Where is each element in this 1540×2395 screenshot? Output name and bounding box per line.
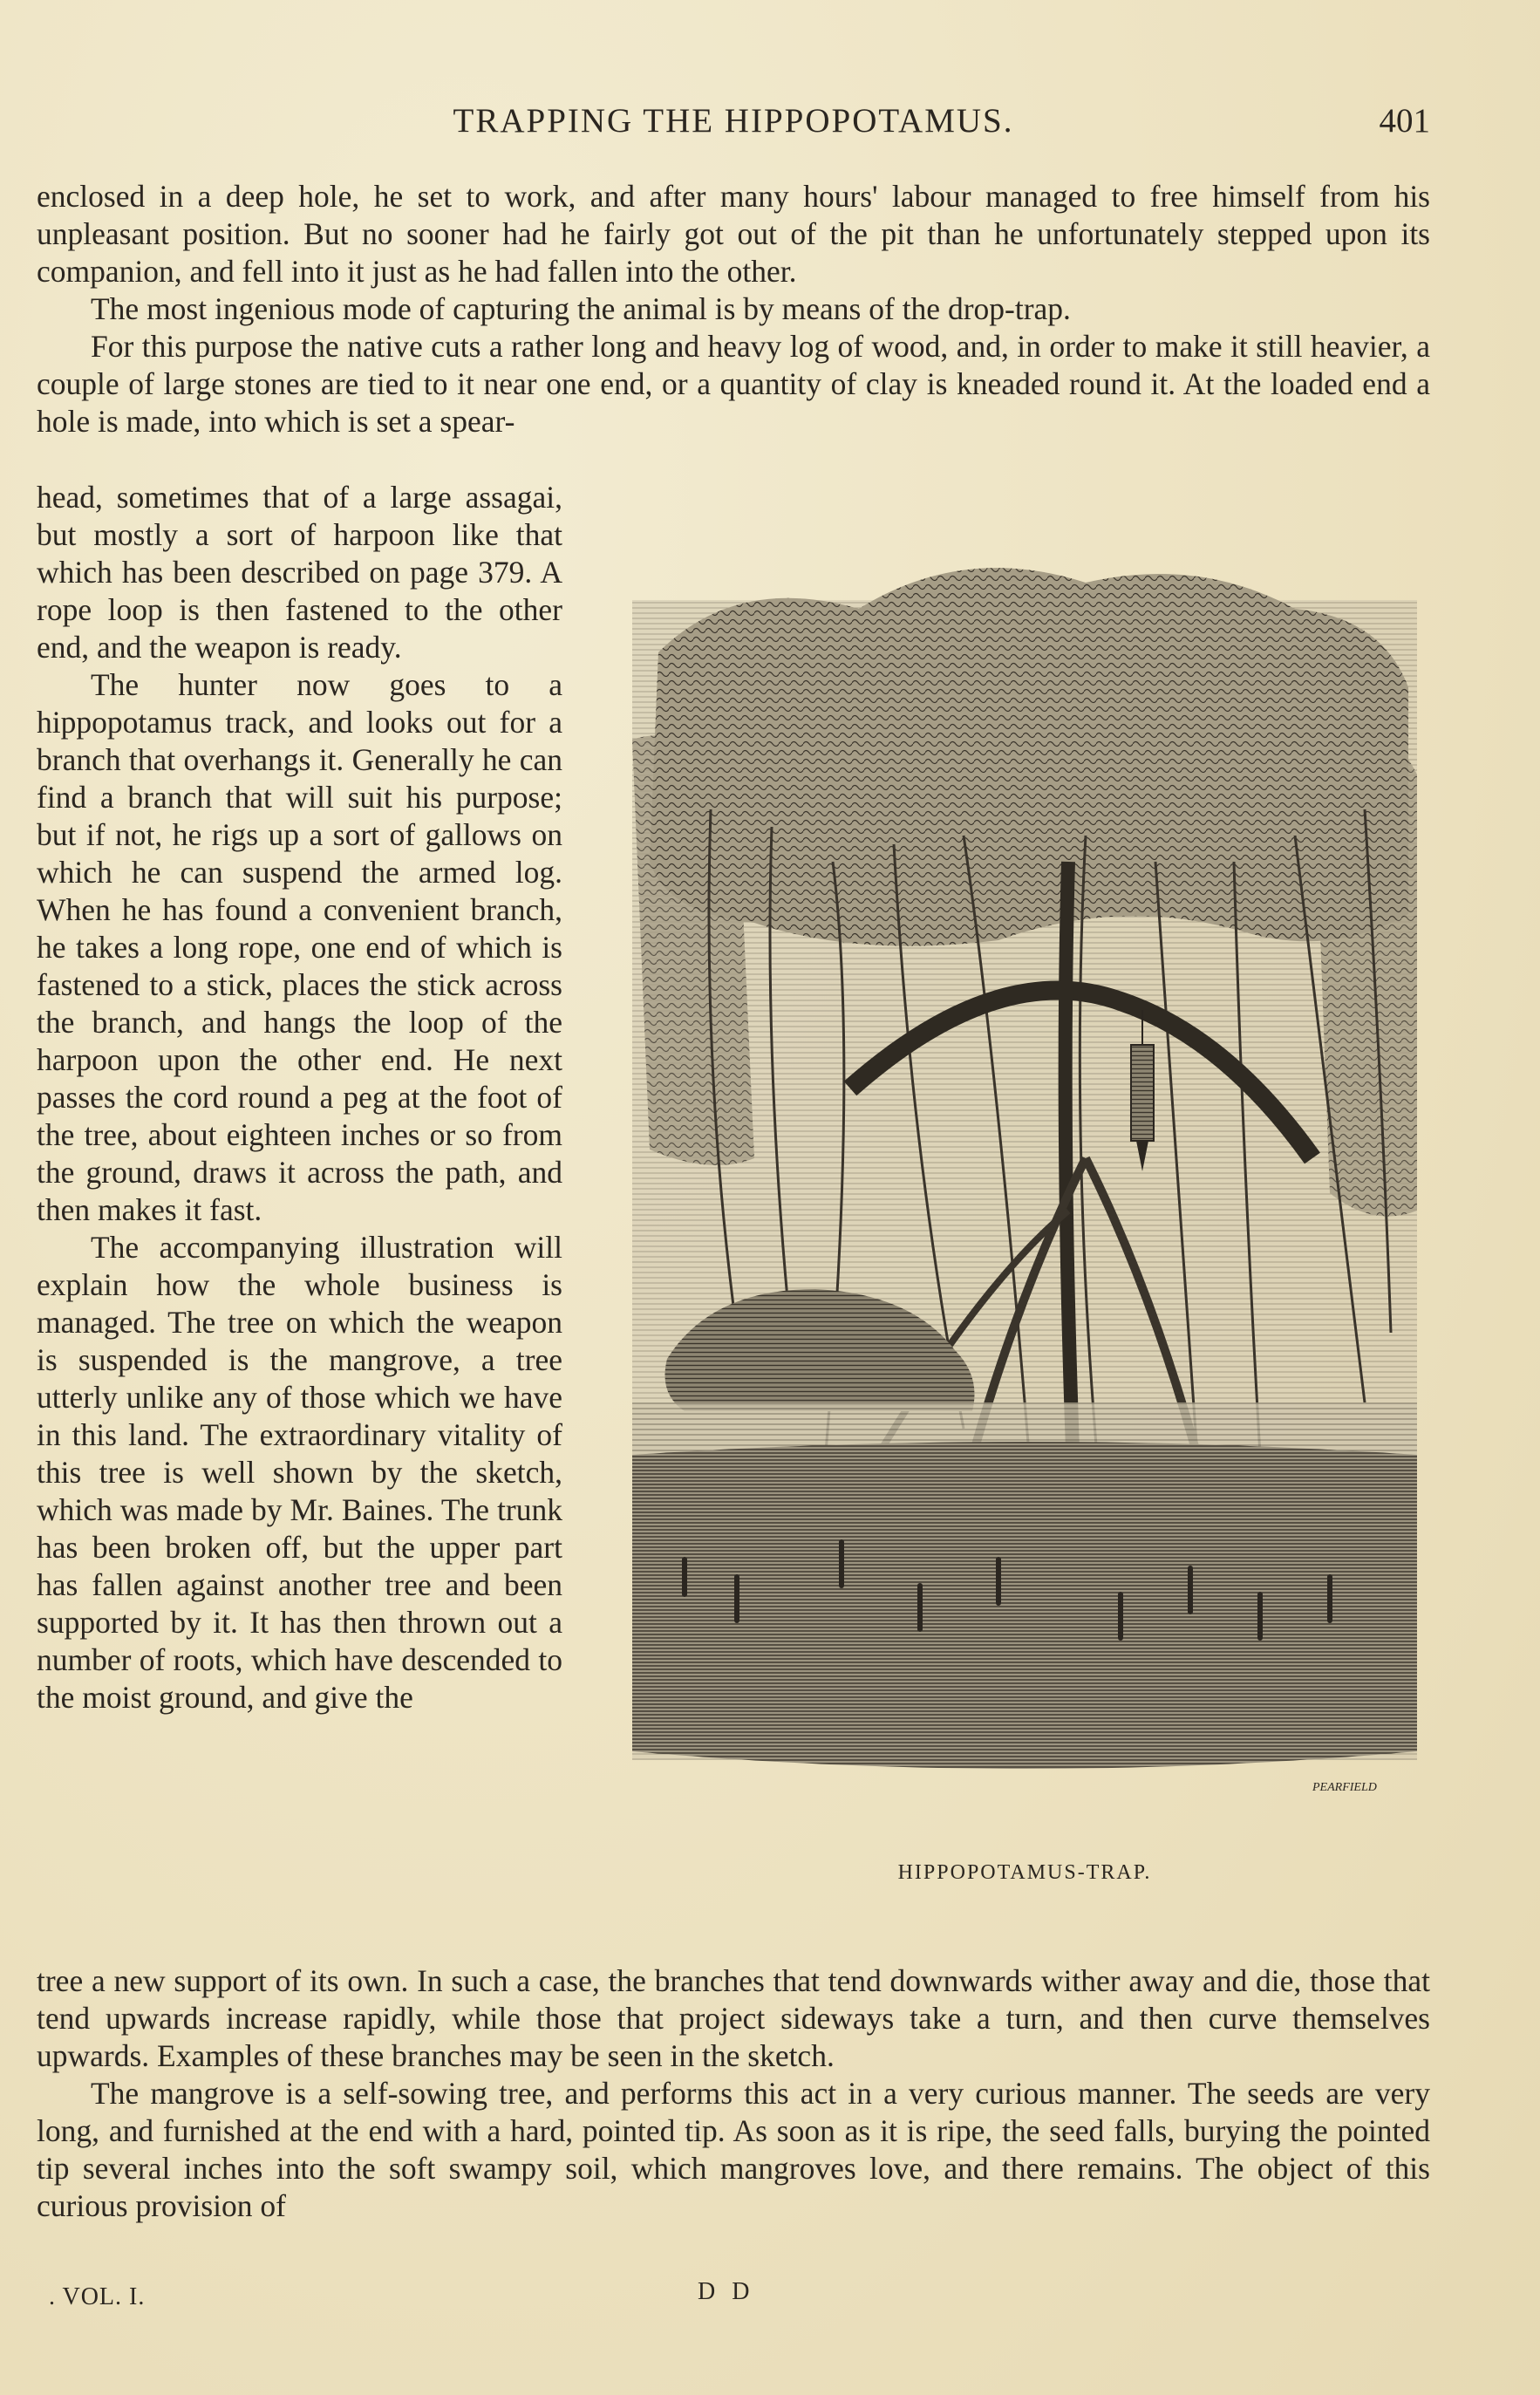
paragraph-new-support: tree a new support of its own. In such a case, the branches that tend downwards wither away and die, those that tend upwards increase rapidly, while those that project sideways take a turn, and then curve themselves upwards. Examples of these branches may be seen in the sketch. (37, 1963, 1430, 2073)
paragraph-spear-head: head, sometimes that of a large assagai, but mostly a sort of harpoon like that which has been described on page 379. A rope loop is then fastened to the other end, and the weapon is ready. (37, 480, 562, 665)
engraver-signature: PEARFIELD (1312, 1781, 1377, 1794)
bottom-text-block (37, 1962, 1430, 2225)
paragraph-self-sowing: The mangrove is a self-sowing tree, and performs this act in a very curious manner. The seeds are very long, and furnished at the end with a hard, pointed tip. As soon as it is ripe, the seed falls, burying the pointed tip several inches into the soft swampy soil, which mangroves love, and there remains. The object of this curious provision of (37, 2076, 1430, 2223)
paragraph-hunter-track: The hunter now goes to a hippopotamus track, and looks out for a branch that overhangs it. Generally he can find a branch that will suit his purpose; but if not, he rigs up a sort of gallows on which he can suspend the armed log. When he has found a convenient branch, he takes a long rope, one end of which is fastened to a stick, places the stick across the branch, and hangs the loop of the harpoon upon the other end. He next passes the cord round a peg at the foot of the tree, about eighteen inches or so from the ground, draws it across the path, and then makes it fast. (37, 667, 562, 1227)
paragraph-illustration: The accompanying illustration will explain how the whole business is managed. The tree on which the weapon is suspended is the mangrove, a tree utterly unlike any of those which we have in this land. The extraordinary vitality of this tree is well shown by the sketch, which was made by Mr. Baines. The trunk has been broken off, but the upper part has fallen against another tree and been supported by it. It has then thrown out a number of roots, which have descended to the moist ground, and give the (37, 1230, 562, 1715)
figure-caption: HIPPOPOTAMUS-TRAP. (897, 1861, 1152, 1884)
signature-mark: D D (698, 2278, 755, 2305)
paragraph-log-preparation: For this purpose the native cuts a rather long and heavy log of wood, and, in order to make it still heavier, a couple of large stones are tied to it near one end, or a quantity of clay is kneaded round it. At the loaded end a hole is made, into which is set a spear- (37, 329, 1430, 439)
engraving-illustration (632, 548, 1417, 1834)
running-header (37, 98, 1430, 150)
volume-mark: . VOL. I. (49, 2283, 146, 2310)
hippopotamus-trap-engraving (632, 548, 1417, 1834)
paragraph-continuation: enclosed in a deep hole, he set to work, and after many hours' labour managed to free himself from his unpleasant position. But no sooner had he fairly got out of the pit than he unfortunately stepped upon its companion, and fell into it just as he had fallen into the other. (37, 179, 1430, 289)
paragraph-drop-trap: The most ingenious mode of capturing the animal is by means of the drop-trap. (91, 291, 1071, 326)
left-column-text (37, 479, 562, 1716)
running-title: TRAPPING THE HIPPOPOTAMUS. (453, 102, 1014, 140)
top-text-block (37, 178, 1430, 440)
page-number: 401 (1379, 102, 1430, 140)
